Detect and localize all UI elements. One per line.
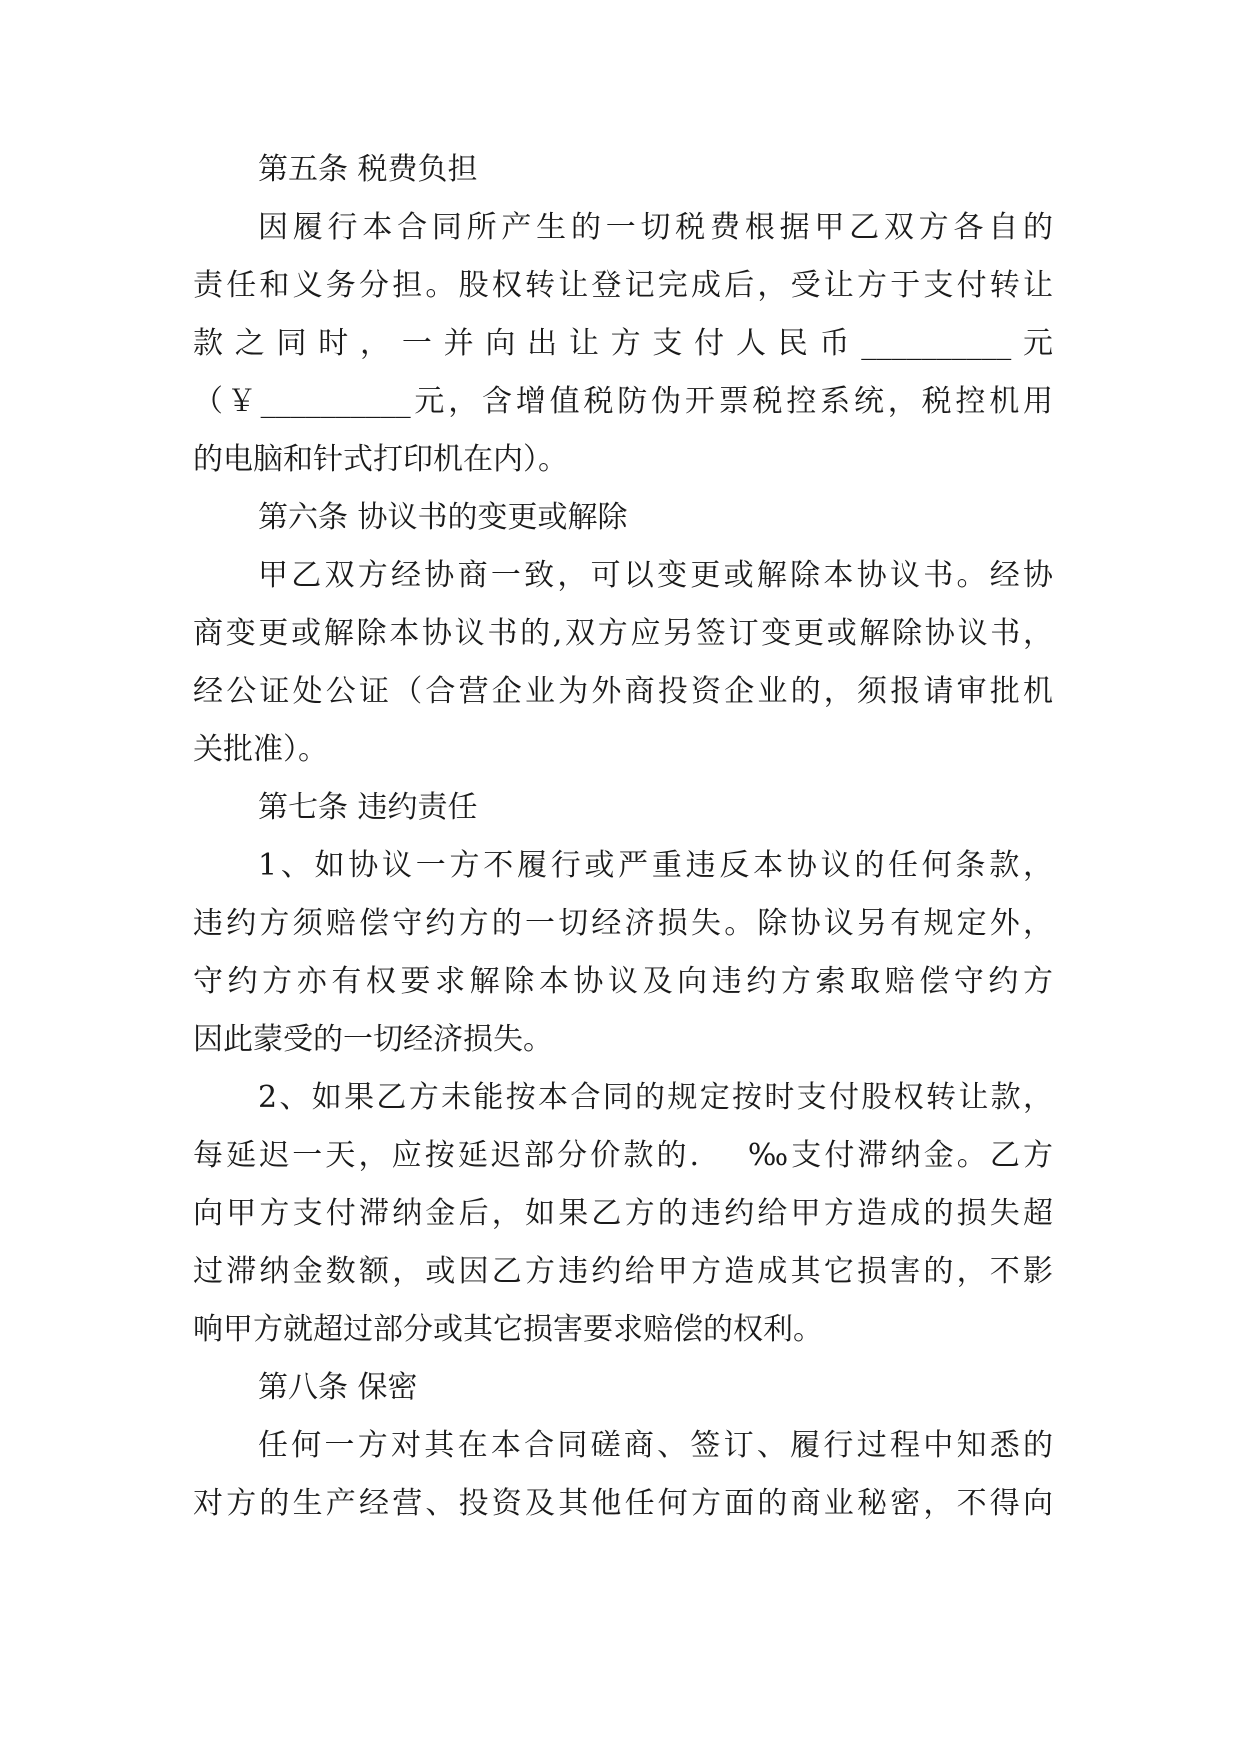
paragraph-line: 任何一方对其在本合同磋商、签订、履行过程中知悉的 (258, 1428, 1053, 1463)
paragraph-line: 款之同时，一并向出让方支付人民币__________元 (193, 326, 1053, 361)
article-7-heading: 第七条 违约责任 (258, 790, 478, 825)
paragraph-line: 违约方须赔偿守约方的一切经济损失。除协议另有规定外， (193, 906, 1053, 941)
paragraph-line: 每延迟一天，应按延迟部分价款的. ‰支付滞纳金。乙方 (193, 1138, 1053, 1173)
paragraph-line: 1、如协议一方不履行或严重违反本协议的任何条款， (258, 848, 1053, 883)
paragraph-line: 过滞纳金数额，或因乙方违约给甲方造成其它损害的，不影 (193, 1254, 1053, 1289)
paragraph-line: 因履行本合同所产生的一切税费根据甲乙双方各自的 (258, 210, 1053, 245)
paragraph-line: 因此蒙受的一切经济损失。 (193, 1022, 553, 1057)
paragraph-line: 责任和义务分担。股权转让登记完成后，受让方于支付转让 (193, 268, 1053, 303)
paragraph-line: 向甲方支付滞纳金后，如果乙方的违约给甲方造成的损失超 (193, 1196, 1053, 1231)
paragraph-line: 2、如果乙方未能按本合同的规定按时支付股权转让款， (258, 1080, 1053, 1115)
article-6-heading: 第六条 协议书的变更或解除 (258, 500, 628, 535)
paragraph-line: 甲乙双方经协商一致，可以变更或解除本协议书。经协 (258, 558, 1053, 593)
paragraph-line: 经公证处公证（合营企业为外商投资企业的，须报请审批机 (193, 674, 1053, 709)
article-8-heading: 第八条 保密 (258, 1370, 418, 1405)
paragraph-line: 商变更或解除本协议书的,双方应另签订变更或解除协议书， (193, 616, 1053, 651)
paragraph-line: 关批准）。 (193, 732, 328, 767)
article-5-heading: 第五条 税费负担 (258, 152, 478, 187)
paragraph-line: （￥__________元，含增值税防伪开票税控系统，税控机用 (193, 384, 1053, 419)
paragraph-line: 响甲方就超过部分或其它损害要求赔偿的权利。 (193, 1312, 823, 1347)
paragraph-line: 的电脑和针式打印机在内）。 (193, 442, 568, 477)
paragraph-line: 守约方亦有权要求解除本协议及向违约方索取赔偿守约方 (193, 964, 1053, 999)
paragraph-line: 对方的生产经营、投资及其他任何方面的商业秘密，不得向 (193, 1486, 1053, 1521)
